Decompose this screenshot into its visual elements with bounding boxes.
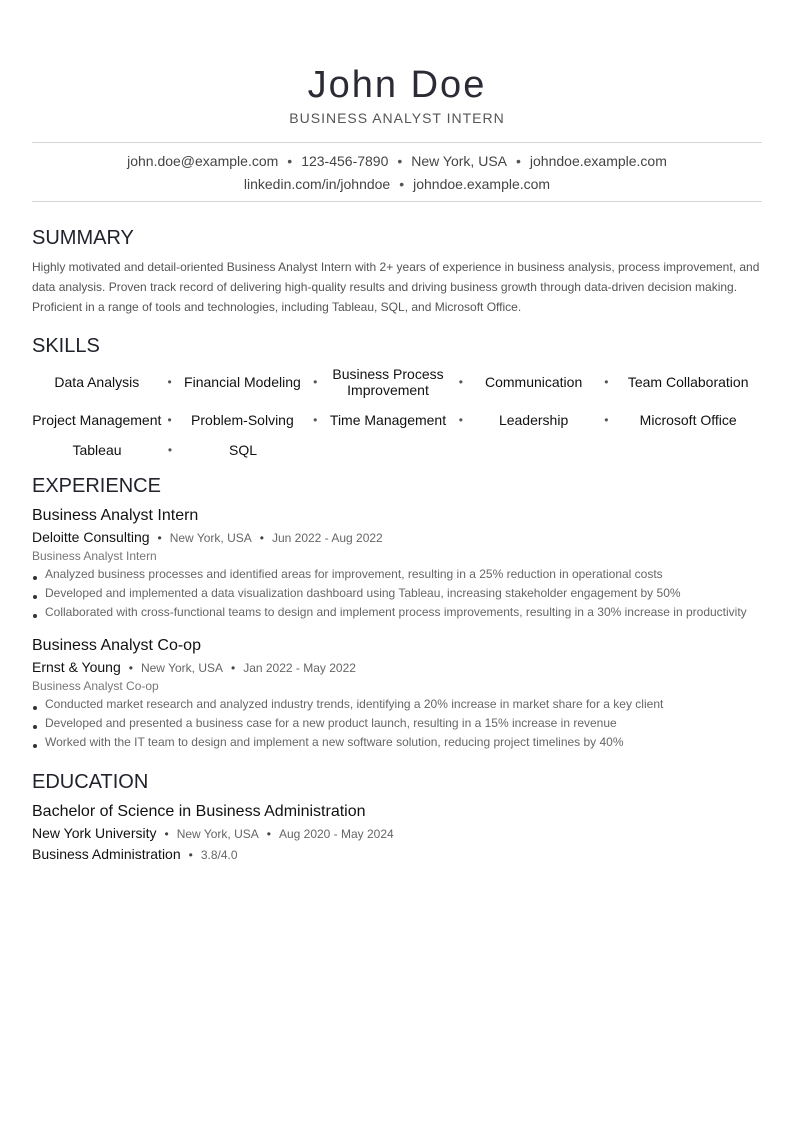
email-link[interactable]: john.doe@example.com [127, 153, 279, 169]
skill-item: Financial Modeling [184, 374, 301, 390]
section-title-experience: EXPERIENCE [32, 475, 161, 497]
linkedin-link[interactable]: linkedin.com/in/johndoe [243, 176, 391, 192]
job-title: Business Analyst Co-op [32, 637, 201, 654]
major-name: Business Administration [32, 846, 181, 862]
phone-number: 123-456-7890 [301, 153, 389, 169]
skill-separator: • [604, 375, 609, 389]
list-item: Analyzed business processes and identified areas for improvement, resulting in a 25% reduction in operational costs [32, 565, 772, 584]
skill-separator: • [167, 443, 173, 457]
job-meta-line [32, 528, 772, 547]
section-title-education: EDUCATION [32, 771, 149, 793]
candidate-name: John Doe [307, 64, 487, 106]
job-subtitle: Business Analyst Intern [32, 549, 157, 563]
school-meta-line [32, 824, 772, 843]
skill-item: Microsoft Office [639, 412, 737, 428]
job-dates: Jan 2022 - May 2022 [243, 661, 356, 675]
separator-dot: • [128, 661, 133, 675]
skill-separator: • [604, 413, 609, 427]
gpa-value: 3.8/4.0 [200, 848, 238, 862]
skill-separator: • [458, 413, 463, 427]
separator-dot: • [259, 531, 264, 545]
skill-separator: • [313, 375, 318, 389]
company-name: Deloitte Consulting [32, 529, 150, 545]
job-dates: Jun 2022 - Aug 2022 [271, 531, 383, 545]
separator-dot: • [516, 153, 521, 169]
skill-item: Leadership [498, 412, 569, 428]
candidate-role: BUSINESS ANALYST INTERN [289, 110, 505, 126]
skills-row [32, 364, 762, 400]
job-bullets [32, 565, 772, 622]
contact-line-1 [32, 152, 762, 170]
skills-row [32, 404, 762, 436]
skill-item: Time Management [329, 412, 447, 428]
degree-title: Bachelor of Science in Business Administration [32, 803, 366, 820]
school-dates: Aug 2020 - May 2024 [278, 827, 394, 841]
list-item: Worked with the IT team to design and implement a new software solution, reducing project timelines by 40% [32, 733, 772, 752]
experience-entry [32, 506, 772, 622]
major-line [32, 845, 772, 864]
job-subtitle: Business Analyst Co-op [32, 679, 159, 693]
company-name: Ernst & Young [32, 659, 121, 675]
list-item: Developed and implemented a data visualization dashboard using Tableau, increasing stakeholder engagement by 50% [32, 584, 772, 603]
skills-row [32, 440, 762, 460]
job-location: New York, USA [169, 531, 252, 545]
section-title-summary: SUMMARY [32, 227, 134, 249]
section-title-skills: SKILLS [32, 335, 100, 357]
job-bullets [32, 695, 772, 752]
separator-dot: • [287, 153, 293, 169]
separator-dot: • [188, 848, 193, 862]
skill-separator: • [167, 375, 172, 389]
job-title: Business Analyst Intern [32, 507, 199, 524]
job-meta-line [32, 658, 772, 677]
summary-text: Highly motivated and detail-oriented Business Analyst Intern with 2+ years of experience in business analysis, process improvement, and data analysis. Proven track record of delivering high-quality results and driving business growth through data-driven decision making. Proficient in a range of tools and technologies, including Tableau, SQL, and Microsoft Office. [32, 260, 760, 314]
separator-dot: • [266, 827, 271, 841]
website-link[interactable]: johndoe.example.com [413, 176, 551, 192]
skill-item: Business Process Improvement [332, 366, 444, 398]
job-location: New York, USA [140, 661, 223, 675]
skill-separator: • [313, 413, 318, 427]
school-location: New York, USA [176, 827, 259, 841]
list-item: Developed and presented a business case for a new product launch, resulting in a 15% increase in revenue [32, 714, 772, 733]
separator-dot: • [157, 531, 162, 545]
list-item: Conducted market research and analyzed industry trends, identifying a 20% increase in market share for a key client [32, 695, 772, 714]
separator-dot: • [397, 153, 403, 169]
skills-grid [32, 364, 762, 464]
skill-item: Team Collaboration [627, 374, 749, 390]
location-text: New York, USA [411, 153, 507, 169]
skill-item: Communication [484, 374, 583, 390]
separator-dot: • [231, 661, 236, 675]
separator-dot: • [164, 827, 169, 841]
separator-dot: • [399, 176, 405, 192]
skill-item: Problem-Solving [191, 412, 294, 428]
skill-separator: • [167, 413, 172, 427]
header-divider-bottom [32, 201, 762, 202]
skill-item: SQL [228, 442, 257, 458]
experience-entry [32, 636, 772, 752]
list-item: Collaborated with cross-functional teams to design and implement process improvements, resulting in a 30% increase in productivity [32, 603, 772, 622]
skill-item: Project Management [32, 412, 162, 428]
header-divider-top [32, 142, 762, 143]
school-name: New York University [32, 825, 157, 841]
contact-line-2 [32, 175, 762, 193]
skill-separator: • [458, 375, 463, 389]
website-link[interactable]: johndoe.example.com [529, 153, 667, 169]
education-entry [32, 802, 772, 864]
skill-item: Tableau [72, 442, 122, 458]
skill-item: Data Analysis [54, 374, 140, 390]
